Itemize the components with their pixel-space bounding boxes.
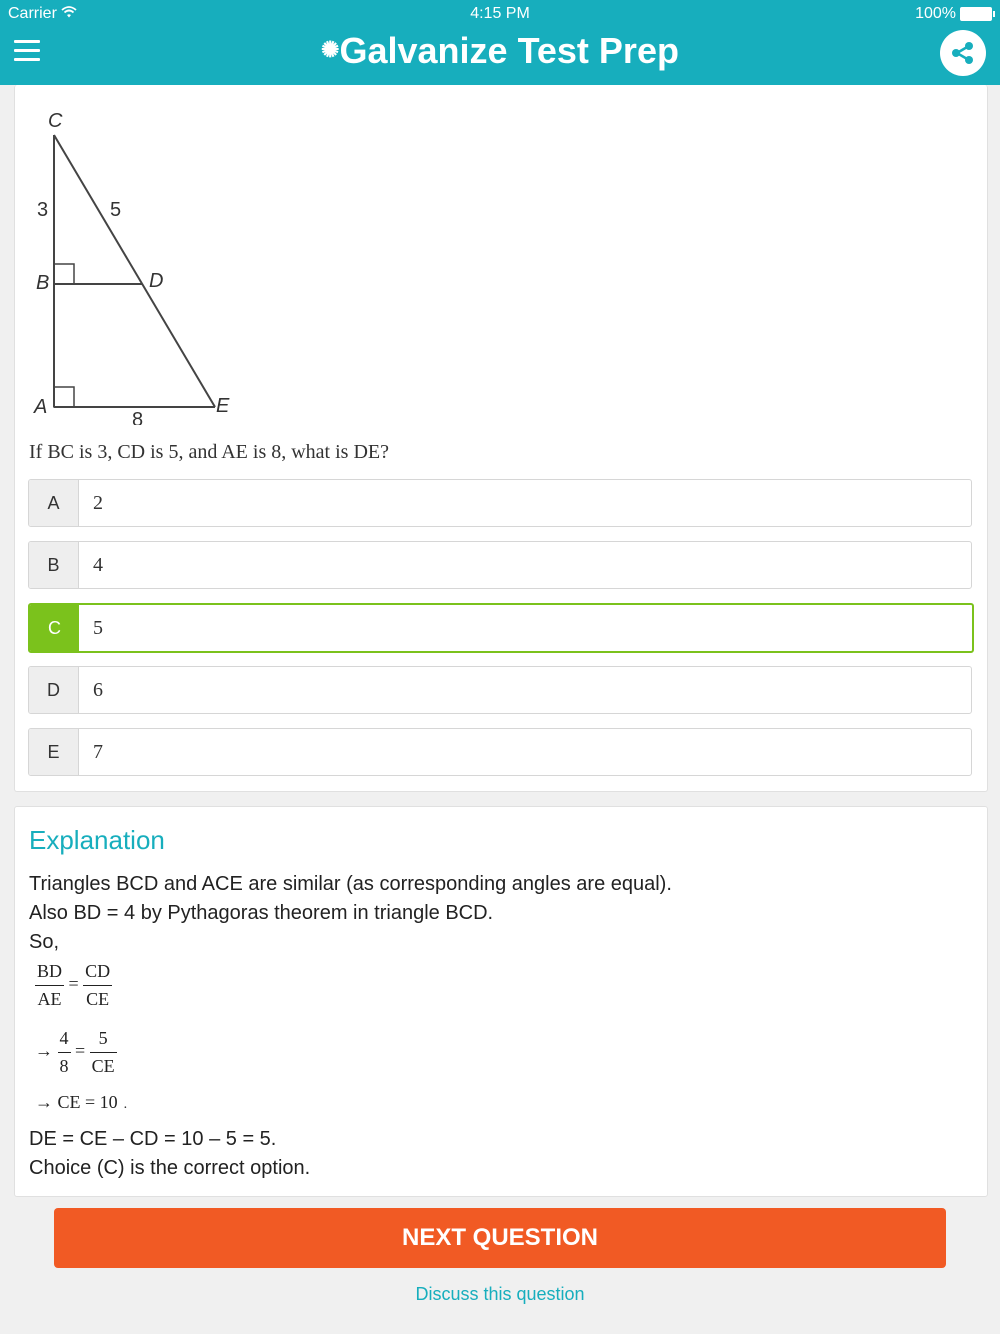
discuss-link[interactable]: Discuss this question bbox=[415, 1284, 585, 1304]
logo-burst-icon: ✺ bbox=[321, 37, 340, 62]
top-bar bbox=[0, 0, 1000, 85]
equals-sign: = bbox=[68, 973, 79, 994]
length-label-bc: 3 bbox=[37, 199, 49, 221]
option-d[interactable] bbox=[28, 666, 972, 714]
vertex-label-d: D bbox=[149, 270, 164, 292]
option-value: 6 bbox=[93, 678, 103, 701]
option-b[interactable] bbox=[28, 541, 972, 589]
option-e[interactable] bbox=[28, 728, 972, 776]
triangle-figure bbox=[15, 85, 255, 425]
share-button[interactable] bbox=[940, 30, 986, 76]
denominator: 8 bbox=[59, 1056, 69, 1076]
explanation-line: Choice (C) is the correct option. bbox=[29, 1157, 311, 1179]
carrier-label: Carrier bbox=[8, 5, 57, 22]
vertex-label-b: B bbox=[36, 272, 50, 294]
fraction bbox=[90, 1028, 117, 1077]
explanation-line: Triangles BCD and ACE are similar (as corresponding angles are equal). bbox=[29, 873, 672, 895]
option-letter: D bbox=[29, 667, 79, 713]
fraction bbox=[58, 1028, 71, 1077]
numerator: BD bbox=[35, 961, 64, 986]
explanation-line: Also BD = 4 by Pythagoras theorem in triangle BCD. bbox=[29, 902, 494, 924]
vertex-label-c: C bbox=[48, 110, 63, 132]
vertex-label-a: A bbox=[34, 396, 48, 418]
battery-icon bbox=[960, 7, 992, 21]
option-value: 2 bbox=[93, 491, 103, 514]
numerator: CD bbox=[83, 961, 112, 986]
share-icon bbox=[940, 30, 986, 76]
vertex-label-e: E bbox=[216, 395, 230, 417]
equation-result bbox=[35, 1092, 127, 1113]
equation-ratio bbox=[35, 961, 112, 1010]
option-letter: B bbox=[29, 542, 79, 588]
fraction bbox=[35, 961, 64, 1010]
question-card bbox=[14, 85, 988, 792]
option-letter: A bbox=[29, 480, 79, 526]
equation-substitution bbox=[35, 1028, 117, 1077]
arrow-icon: → bbox=[35, 1040, 53, 1061]
length-label-cd: 5 bbox=[110, 199, 122, 221]
option-c-correct[interactable] bbox=[28, 603, 974, 653]
option-a[interactable] bbox=[28, 479, 972, 527]
equals-sign: = bbox=[75, 1040, 86, 1061]
option-value: 4 bbox=[93, 553, 103, 576]
denominator: CE bbox=[86, 989, 110, 1009]
option-letter: E bbox=[29, 729, 79, 775]
next-question-button[interactable]: NEXT QUESTION bbox=[54, 1208, 946, 1268]
denominator: AE bbox=[37, 989, 62, 1009]
status-battery bbox=[915, 5, 992, 23]
fraction bbox=[83, 961, 112, 1010]
numerator: 4 bbox=[58, 1028, 71, 1053]
option-value: 7 bbox=[93, 740, 103, 763]
length-label-ae: 8 bbox=[132, 409, 144, 425]
denominator: CE bbox=[91, 1056, 115, 1076]
status-time: 4:15 PM bbox=[470, 5, 530, 22]
equation-text: → CE = 10 bbox=[35, 1092, 118, 1112]
equation-dot: . bbox=[123, 1097, 128, 1112]
option-value: 5 bbox=[93, 616, 103, 639]
app-title: Galvanize Test Prep bbox=[339, 30, 679, 71]
option-letter: C bbox=[30, 605, 79, 651]
app-logo bbox=[0, 30, 1000, 72]
explanation-line: So, bbox=[29, 931, 60, 953]
explanation-line: DE = CE – CD = 10 – 5 = 5. bbox=[29, 1128, 277, 1150]
explanation-title: Explanation bbox=[29, 825, 165, 855]
explanation-card bbox=[14, 806, 988, 1197]
battery-label: 100% bbox=[915, 5, 956, 22]
question-text: If BC is 3, CD is 5, and AE is 8, what is DE? bbox=[29, 441, 389, 463]
numerator: 5 bbox=[90, 1028, 117, 1053]
